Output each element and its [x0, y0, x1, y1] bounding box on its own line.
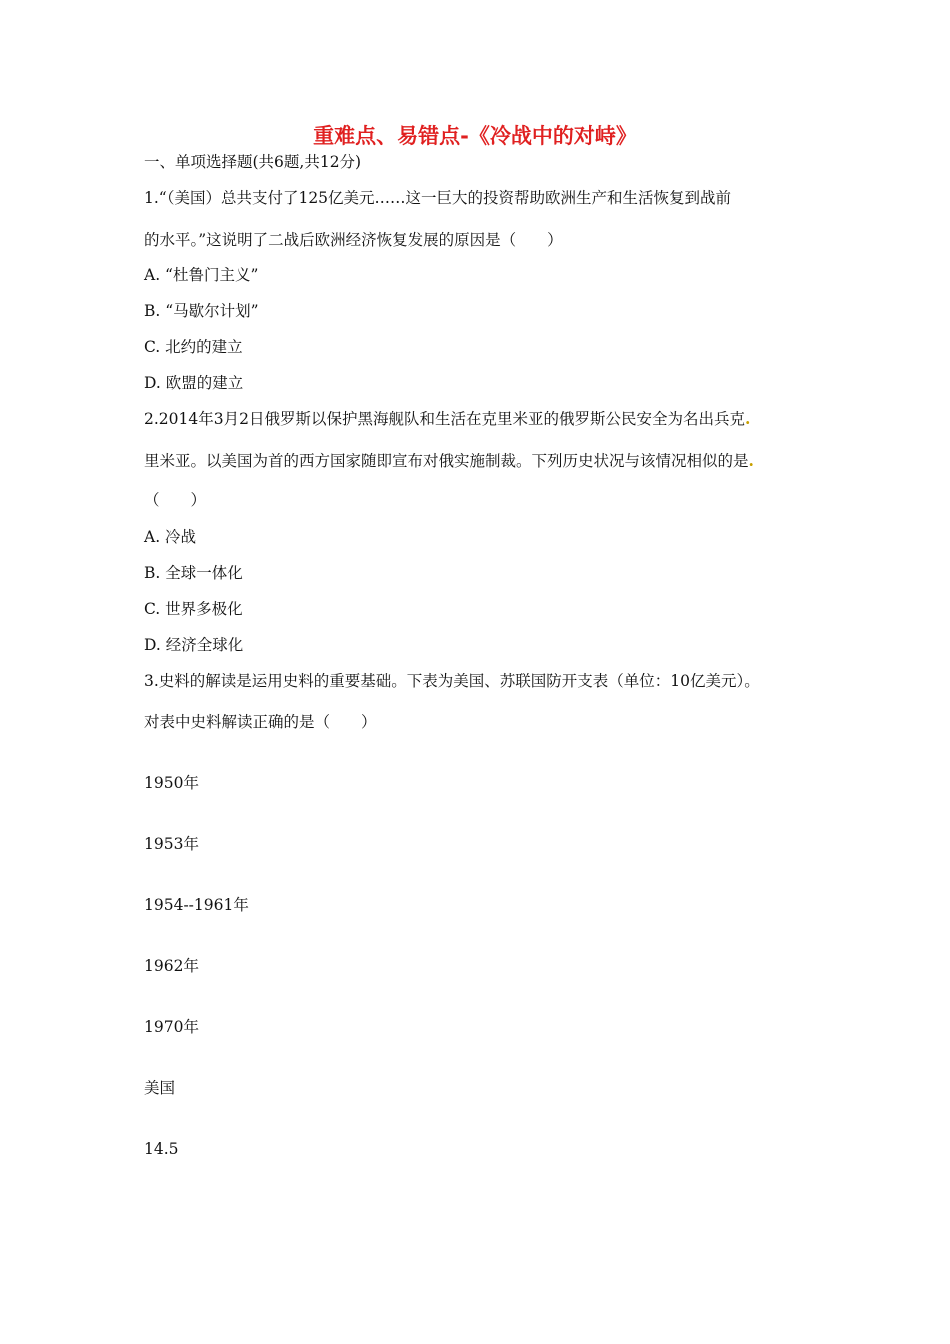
q1-option-c: C. 北约的建立 — [144, 338, 243, 356]
q3-stem-line-1: 3.史料的解读是运用史料的重要基础。下表为美国、苏联国防开支表（单位：10亿美元）。 — [144, 672, 760, 690]
q2-option-b: B. 全球一体化 — [144, 564, 243, 582]
q2-stem-line-1-text: 2.2014年3月2日俄罗斯以保护黑海舰队和生活在克里米亚的俄罗斯公民安全为名出兵克 — [144, 410, 745, 428]
q1-stem-line-2: 的水平。”这说明了二战后欧洲经济恢复发展的原因是（ ） — [144, 231, 563, 249]
page-title: 重难点、易错点-《冷战中的对峙》 — [313, 124, 637, 148]
q2-option-c: C. 世界多极化 — [144, 600, 243, 618]
table-cell-1954-1961: 1954--1961年 — [144, 896, 249, 914]
q2-option-a: A. 冷战 — [144, 528, 197, 546]
q1-option-b: B. “马歇尔计划” — [144, 302, 259, 320]
q1-option-a: A. “杜鲁门主义” — [144, 266, 259, 284]
q2-option-d: D. 经济全球化 — [144, 636, 244, 654]
q2-stem-line-3: （ ） — [144, 491, 207, 509]
q1-stem-line-1: 1.“（美国）总共支付了125亿美元……这一巨大的投资帮助欧洲生产和生活恢复到战前 — [144, 189, 732, 207]
table-cell-value: 14.5 — [144, 1140, 179, 1158]
q2-stem-line-2 — [144, 450, 754, 472]
q1-option-d: D. 欧盟的建立 — [144, 374, 244, 392]
highlight-dot: . — [748, 451, 754, 470]
q2-stem-line-1 — [144, 408, 750, 430]
table-cell-1970: 1970年 — [144, 1018, 199, 1036]
table-cell-usa: 美国 — [144, 1079, 176, 1097]
q3-stem-line-2: 对表中史料解读正确的是（ ） — [144, 713, 377, 731]
table-cell-1950: 1950年 — [144, 774, 199, 792]
highlight-dot: . — [744, 409, 751, 428]
table-cell-1953: 1953年 — [144, 835, 199, 853]
section-header: 一、单项选择题(共6题,共12分) — [144, 153, 362, 171]
table-cell-1962: 1962年 — [144, 957, 199, 975]
q2-stem-line-2-text: 里米亚。以美国为首的西方国家随即宣布对俄实施制裁。下列历史状况与该情况相似的是 — [144, 452, 749, 470]
